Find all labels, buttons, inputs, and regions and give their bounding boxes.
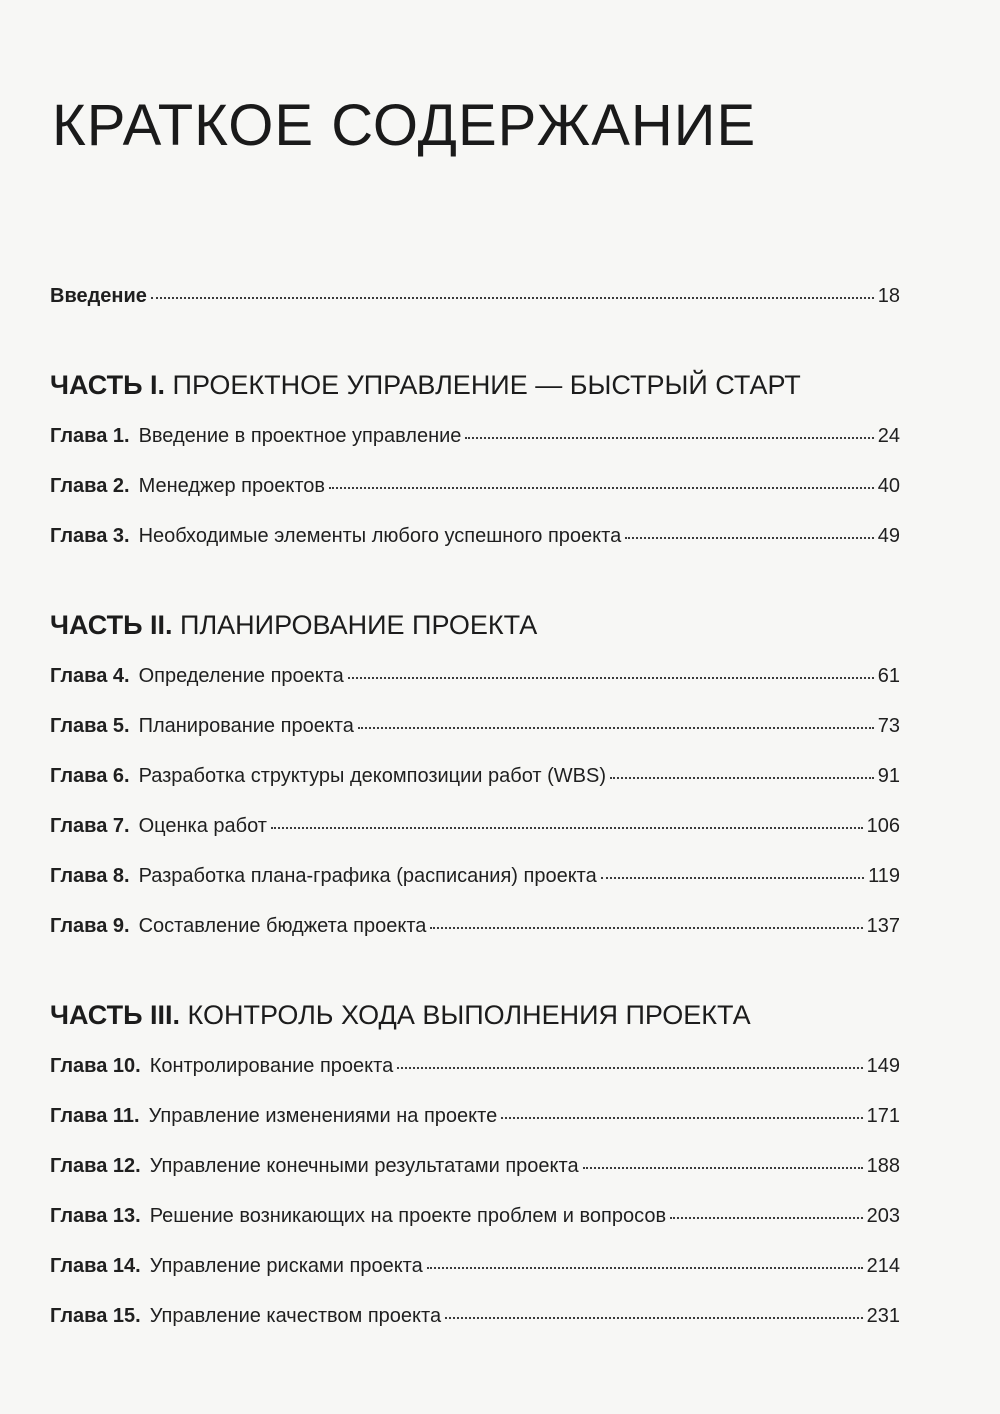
toc-page-number: 188: [866, 1155, 900, 1177]
toc-page-number: 24: [877, 425, 900, 447]
toc-page-number: 91: [877, 765, 900, 787]
chapter-title: Определение проекта: [138, 665, 344, 687]
chapter-label: Глава 13.: [50, 1205, 141, 1227]
dot-leader: [601, 877, 864, 879]
part-heading-3: [50, 1000, 751, 1031]
dot-leader: [465, 437, 873, 439]
chapter-title: Управление качеством проекта: [149, 1305, 442, 1327]
toc-entry-chapter-5[interactable]: [50, 715, 900, 745]
toc-page-number: 203: [866, 1205, 900, 1227]
dot-leader: [427, 1267, 863, 1269]
dot-leader: [430, 927, 862, 929]
toc-entry-chapter-1[interactable]: [50, 425, 900, 455]
toc-entry-chapter-14[interactable]: [50, 1255, 900, 1285]
chapter-title: Планирование проекта: [138, 715, 354, 737]
toc-page-number: 61: [877, 665, 900, 687]
chapter-label: Глава 6.: [50, 765, 130, 787]
chapter-title: Разработка плана-графика (расписания) проекта: [138, 865, 597, 887]
toc-entry-chapter-7[interactable]: [50, 815, 900, 845]
toc-entry-chapter-4[interactable]: [50, 665, 900, 695]
toc-entry-chapter-2[interactable]: [50, 475, 900, 505]
toc-page-number: 119: [868, 865, 900, 887]
chapter-title: Решение возникающих на проекте проблем и вопросов: [149, 1205, 667, 1227]
toc-page-number: 137: [866, 915, 900, 937]
chapter-label: Глава 11.: [50, 1105, 140, 1127]
page-title: КРАТКОЕ СОДЕРЖАНИЕ: [52, 93, 757, 158]
toc-entry-chapter-13[interactable]: [50, 1205, 900, 1235]
dot-leader: [397, 1067, 862, 1069]
dot-leader: [610, 777, 874, 779]
toc-entry-chapter-11[interactable]: [50, 1105, 900, 1135]
part-heading-2: [50, 610, 537, 641]
chapter-title: Контролирование проекта: [149, 1055, 394, 1077]
toc-entry-chapter-6[interactable]: [50, 765, 900, 795]
chapter-label: Глава 15.: [50, 1305, 141, 1327]
toc-entry-introduction[interactable]: [50, 285, 900, 315]
dot-leader: [271, 827, 863, 829]
toc-page-number: 49: [877, 525, 900, 547]
toc-entry-chapter-3[interactable]: [50, 525, 900, 555]
part-title: КОНТРОЛЬ ХОДА ВЫПОЛНЕНИЯ ПРОЕКТА: [187, 1000, 751, 1030]
chapter-label: Глава 12.: [50, 1155, 141, 1177]
chapter-title: Оценка работ: [138, 815, 267, 837]
toc-entry-chapter-12[interactable]: [50, 1155, 900, 1185]
part-label: ЧАСТЬ I.: [50, 370, 166, 400]
chapter-title: Разработка структуры декомпозиции работ (WBS): [138, 765, 607, 787]
chapter-label: Глава 5.: [50, 715, 130, 737]
chapter-label: Глава 9.: [50, 915, 130, 937]
part-title: ПРОЕКТНОЕ УПРАВЛЕНИЕ — БЫСТРЫЙ СТАРТ: [172, 370, 801, 400]
toc-entry-chapter-9[interactable]: [50, 915, 900, 945]
toc-page-number: 40: [877, 475, 900, 497]
chapter-label: Глава 3.: [50, 525, 130, 547]
chapter-label: Глава 8.: [50, 865, 130, 887]
toc-entry-chapter-8[interactable]: [50, 865, 900, 895]
toc-page-number: 214: [866, 1255, 900, 1277]
part-title: ПЛАНИРОВАНИЕ ПРОЕКТА: [180, 610, 538, 640]
chapter-label: Глава 1.: [50, 425, 130, 447]
dot-leader: [583, 1167, 863, 1169]
dot-leader: [348, 677, 874, 679]
chapter-label: Глава 7.: [50, 815, 130, 837]
toc-entry-chapter-10[interactable]: [50, 1055, 900, 1085]
dot-leader: [329, 487, 874, 489]
dot-leader: [625, 537, 874, 539]
dot-leader: [670, 1217, 863, 1219]
chapter-title: Менеджер проектов: [138, 475, 326, 497]
chapter-label: Глава 10.: [50, 1055, 141, 1077]
part-heading-1: [50, 370, 801, 401]
toc-page-number: 231: [866, 1305, 900, 1327]
toc-page-number: 171: [866, 1105, 900, 1127]
part-label: ЧАСТЬ III.: [50, 1000, 181, 1030]
chapter-title: Управление конечными результатами проекта: [149, 1155, 579, 1177]
toc-entry-chapter-15[interactable]: [50, 1305, 900, 1335]
toc-page-number: 149: [866, 1055, 900, 1077]
chapter-title: Управление изменениями на проекте: [148, 1105, 498, 1127]
dot-leader: [358, 727, 874, 729]
dot-leader: [445, 1317, 863, 1319]
toc-page-number: 106: [866, 815, 900, 837]
dot-leader: [501, 1117, 862, 1119]
chapter-title: Введение в проектное управление: [138, 425, 462, 447]
toc-page-number: 73: [877, 715, 900, 737]
chapter-label: Глава 14.: [50, 1255, 141, 1277]
dot-leader: [151, 297, 874, 299]
chapter-label: Глава 4.: [50, 665, 130, 687]
part-label: ЧАСТЬ II.: [50, 610, 173, 640]
toc-page-number: 18: [877, 285, 900, 307]
chapter-title: Составление бюджета проекта: [138, 915, 427, 937]
chapter-title: Необходимые элементы любого успешного проекта: [138, 525, 622, 547]
toc-entry-label: Введение: [50, 285, 147, 307]
chapter-title: Управление рисками проекта: [149, 1255, 423, 1277]
chapter-label: Глава 2.: [50, 475, 130, 497]
